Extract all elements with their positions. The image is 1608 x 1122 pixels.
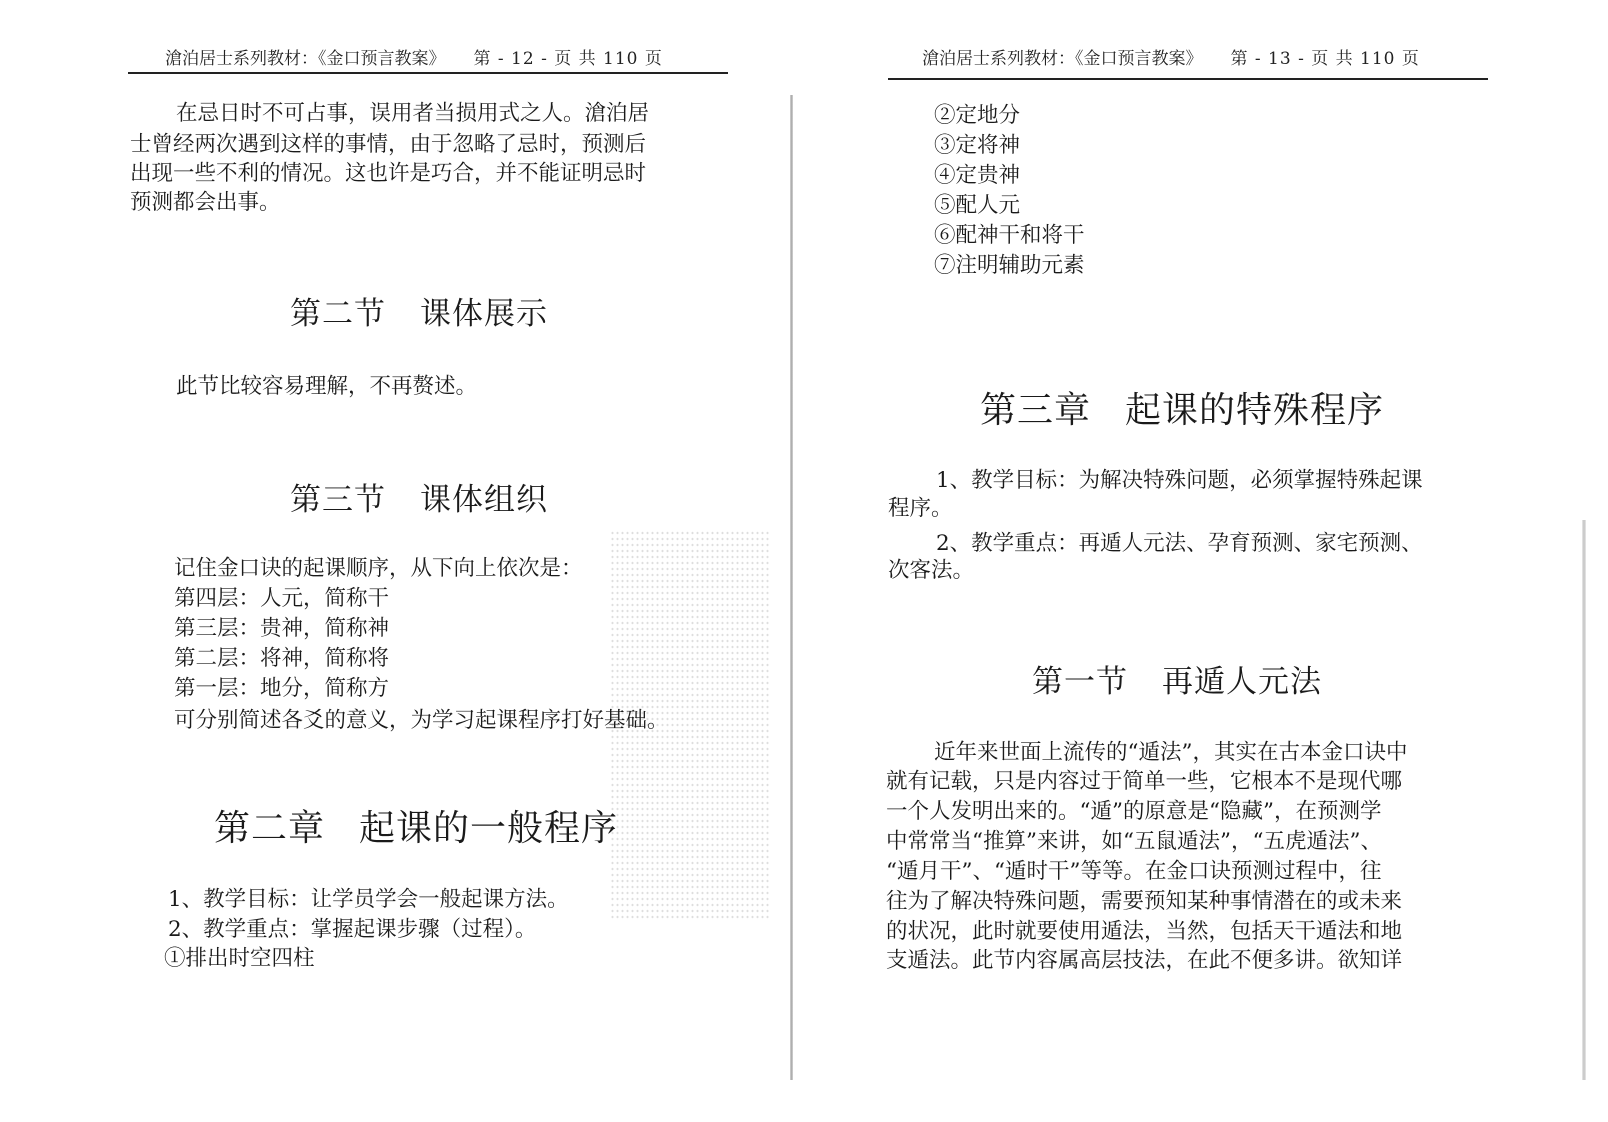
paragraph-line: 就有记载，只是内容过于简单一些，它根本不是现代哪 xyxy=(886,769,1403,794)
list-line: ⑥配神干和将干 xyxy=(934,223,1085,248)
list-line: 可分别简述各爻的意义，为学习起课程序打好基础。 xyxy=(174,708,669,733)
paragraph-line: 次客法。 xyxy=(888,558,975,583)
header-series: 滄泊居士系列教材：《金口预言教案》 xyxy=(165,49,446,69)
page-header xyxy=(165,44,663,69)
header-series: 滄泊居士系列教材：《金口预言教案》 xyxy=(922,49,1203,69)
list-line: ④定贵神 xyxy=(934,163,1021,188)
list-line: ⑦注明辅助元素 xyxy=(934,253,1085,278)
section-title: 第三节 课体组织 xyxy=(290,482,548,518)
paragraph-line: 近年来世面上流传的“遁法”，其实在古本金口诀中 xyxy=(934,740,1408,765)
list-line: 记住金口诀的起课顺序，从下向上依次是： xyxy=(174,556,583,581)
right-page xyxy=(800,0,1608,1122)
paragraph-line: 往为了解决特殊问题，需要预知某种事情潜在的或未来 xyxy=(886,889,1403,914)
list-line: ③定将神 xyxy=(934,133,1021,158)
paragraph-line: “遁月干”、“遁时干”等等。在金口诀预测过程中，往 xyxy=(886,859,1382,884)
paragraph-line: 士曾经两次遇到这样的事情，由于忽略了忌时，预测后 xyxy=(130,132,647,157)
paragraph-line: 此节比较容易理解，不再赘述。 xyxy=(176,374,478,399)
paragraph-line: 1、教学目标：为解决特殊问题，必须掌握特殊起课 xyxy=(936,468,1423,493)
paragraph-line: 的状况，此时就要使用遁法，当然，包括天干遁法和地 xyxy=(886,919,1403,944)
list-line: ①排出时空四柱 xyxy=(164,946,315,971)
header-rule xyxy=(128,72,728,74)
section-title: 第一节 再遁人元法 xyxy=(1032,664,1322,700)
chapter-title: 第二章 起课的一般程序 xyxy=(214,808,619,849)
header-page-number: 第 - 12 - 页 共 110 页 xyxy=(473,49,663,69)
paragraph-line: 预测都会出事。 xyxy=(130,190,281,215)
chapter-title: 第三章 起课的特殊程序 xyxy=(980,390,1385,431)
list-line: 第四层：人元，简称干 xyxy=(174,586,390,611)
list-line: 1、教学目标：让学员学会一般起课方法。 xyxy=(168,887,569,912)
paragraph-line: 在忌日时不可占事，误用者当损用式之人。滄泊居 xyxy=(176,101,650,126)
header-page-number: 第 - 13 - 页 共 110 页 xyxy=(1230,49,1420,69)
paragraph-line: 2、教学重点：再遁人元法、孕育预测、家宅预测、 xyxy=(936,531,1423,556)
paragraph-line: 支遁法。此节内容属高层技法，在此不便多讲。欲知详 xyxy=(886,948,1403,973)
paragraph-line: 中常常当“推算”来讲，如“五鼠遁法”，“五虎遁法”、 xyxy=(886,829,1382,854)
paragraph-line: 出现一些不利的情况。这也许是巧合，并不能证明忌时 xyxy=(130,161,647,186)
list-line: 2、教学重点：掌握起课步骤（过程）。 xyxy=(168,917,537,942)
left-page xyxy=(0,0,800,1122)
list-line: ⑤配人元 xyxy=(934,193,1021,218)
list-line: 第二层：将神，简称将 xyxy=(174,646,390,671)
list-line: 第三层：贵神，简称神 xyxy=(174,616,390,641)
section-title: 第二节 课体展示 xyxy=(290,296,548,332)
header-rule xyxy=(888,78,1488,80)
page-header xyxy=(922,44,1420,69)
paragraph-line: 程序。 xyxy=(888,496,953,521)
paragraph-line: 一个人发明出来的。“遁”的原意是“隐藏”，在预测学 xyxy=(886,799,1382,824)
list-line: 第一层：地分，简称方 xyxy=(174,676,390,701)
list-line: ②定地分 xyxy=(934,103,1021,128)
